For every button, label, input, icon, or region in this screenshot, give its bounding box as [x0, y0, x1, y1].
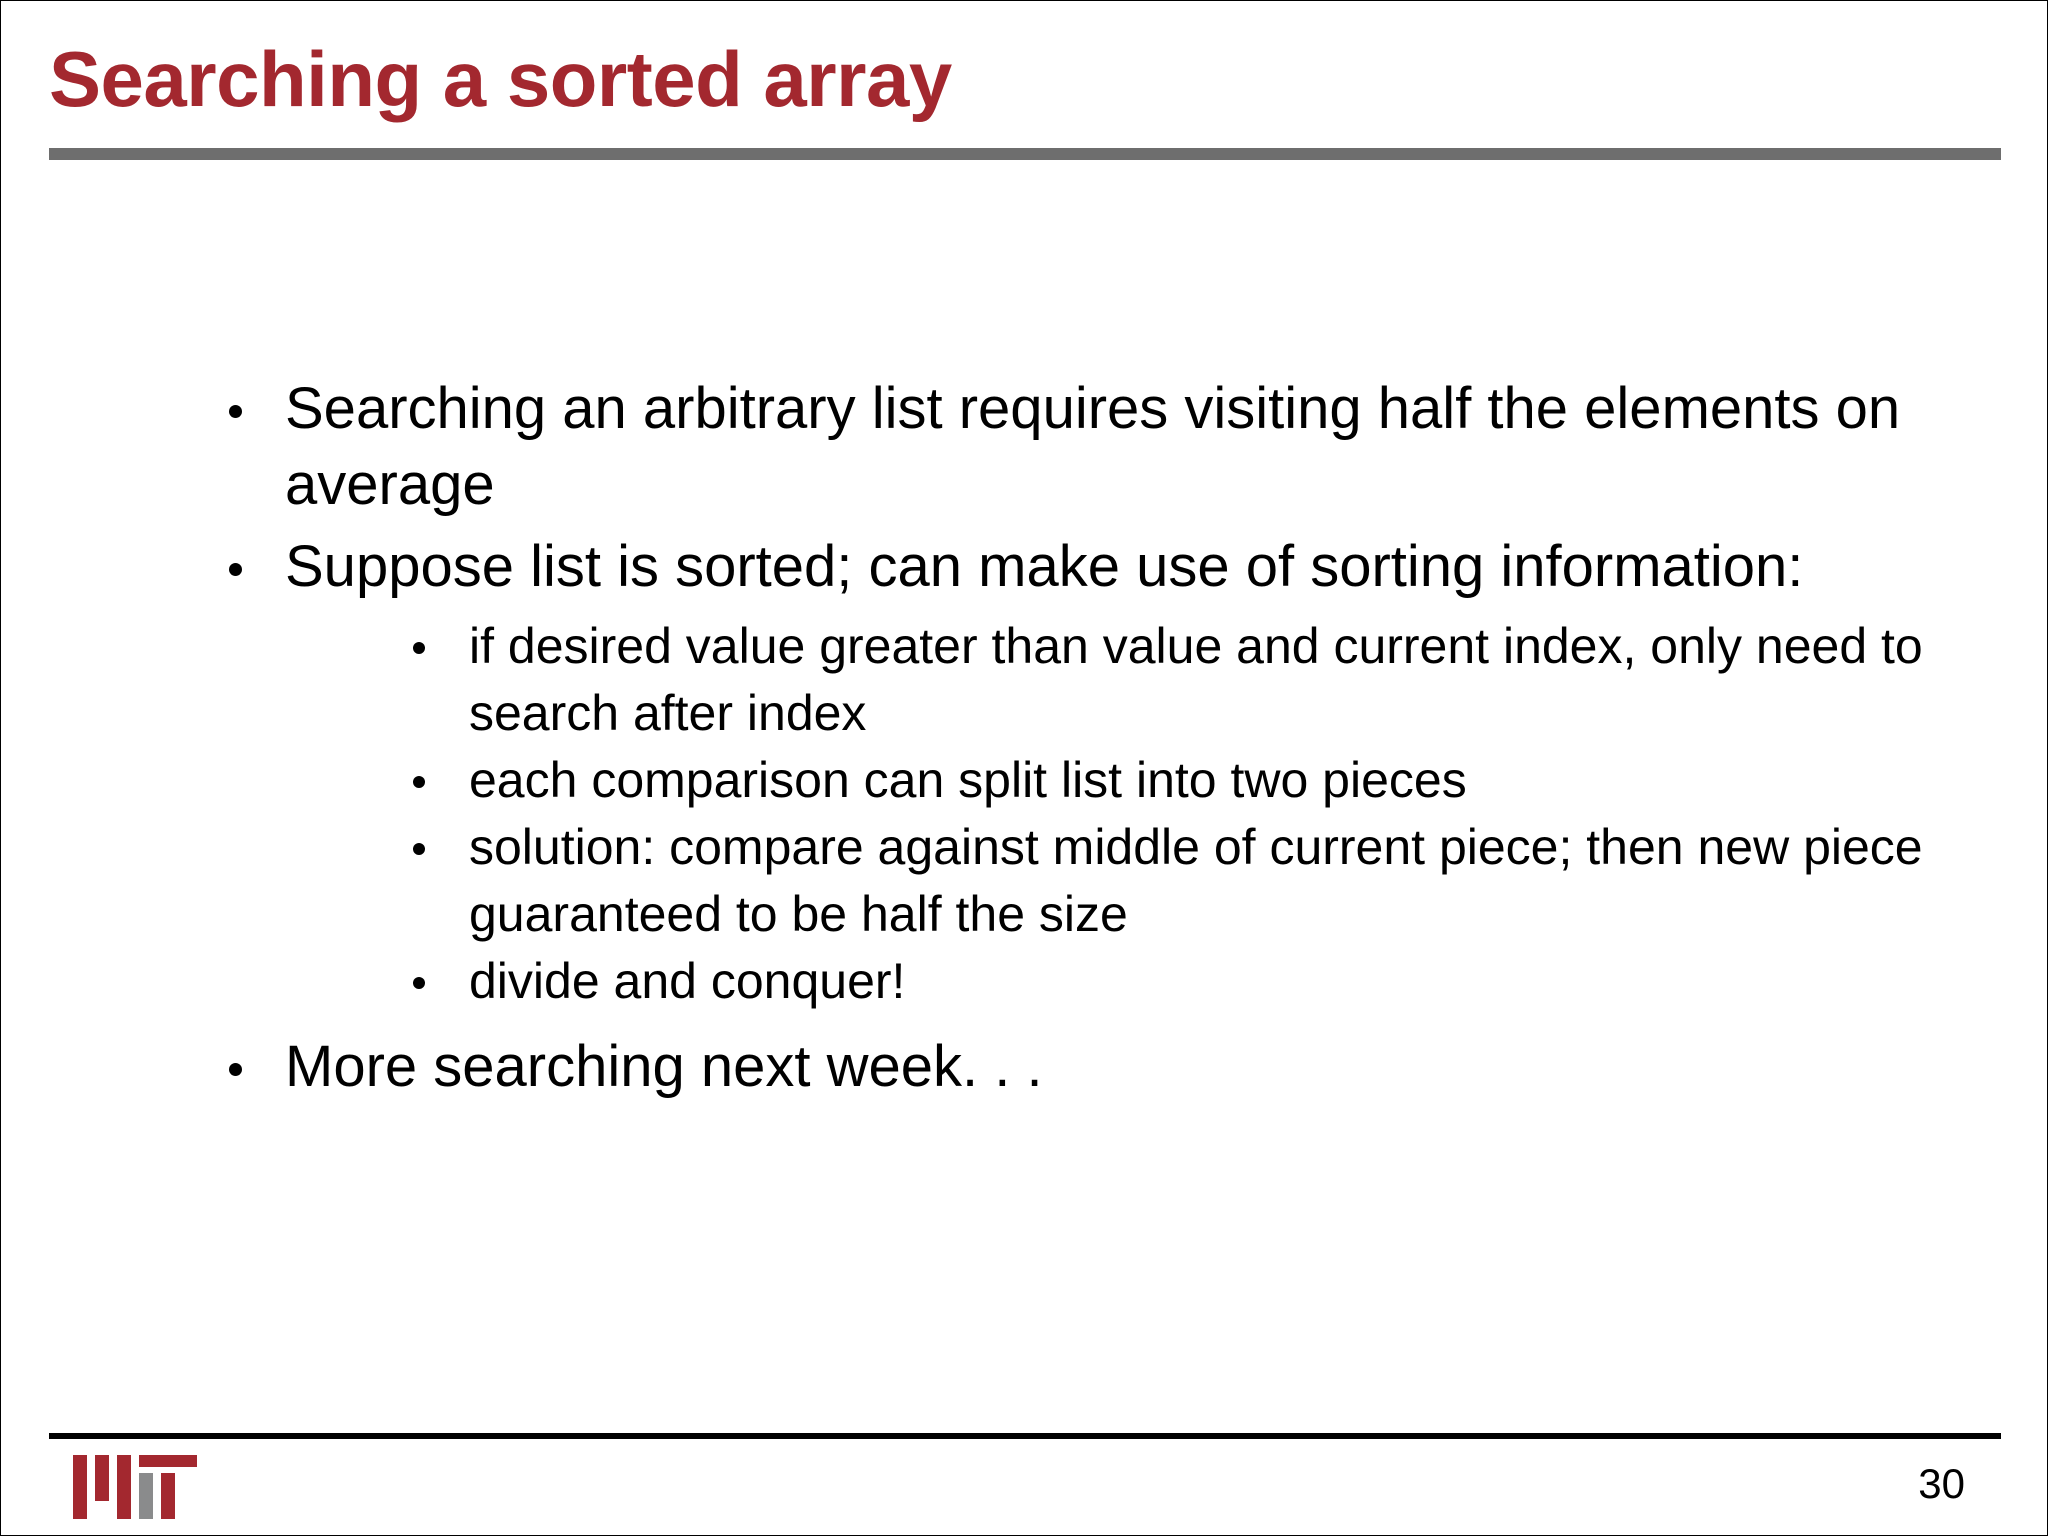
sub-bullet-list	[285, 613, 1925, 1015]
sub-bullet-text: if desired value greater than value and current index, only need to search after index	[469, 618, 1923, 741]
bullet-text: Suppose list is sorted; can make use of sorting information:	[285, 534, 1804, 599]
bullet-list	[225, 371, 1925, 1105]
bullet-icon	[229, 405, 242, 418]
bullet-text: More searching next week. . .	[285, 1034, 1043, 1099]
sub-bullet-item	[409, 948, 1925, 1015]
sub-bullet-item	[409, 814, 1925, 948]
sub-bullet-item	[409, 613, 1925, 747]
sub-bullet-icon	[413, 977, 425, 989]
page-number: 30	[1918, 1460, 1965, 1507]
bullet-item	[225, 529, 1925, 1015]
sub-bullet-icon	[413, 843, 425, 855]
bullet-text: Searching an arbitrary list requires visiting half the elements on average	[285, 376, 1901, 517]
sub-bullet-icon	[413, 642, 425, 654]
footer-rule	[49, 1433, 2001, 1439]
bullet-icon	[229, 1063, 242, 1076]
sub-bullet-text: solution: compare against middle of current piece; then new piece guaranteed to be half the size	[469, 819, 1923, 942]
sub-bullet-icon	[413, 776, 425, 788]
bullet-item	[225, 1029, 1925, 1105]
bullet-icon	[229, 563, 242, 576]
mit-logo-icon	[73, 1455, 197, 1519]
sub-bullet-text: each comparison can split list into two pieces	[469, 752, 1467, 808]
sub-bullet-text: divide and conquer!	[469, 953, 906, 1009]
slide-content	[225, 371, 1925, 1111]
sub-bullet-item	[409, 747, 1925, 814]
bullet-item	[225, 371, 1925, 523]
title-underline	[49, 148, 2001, 160]
slide-title: Searching a sorted array	[49, 35, 952, 123]
